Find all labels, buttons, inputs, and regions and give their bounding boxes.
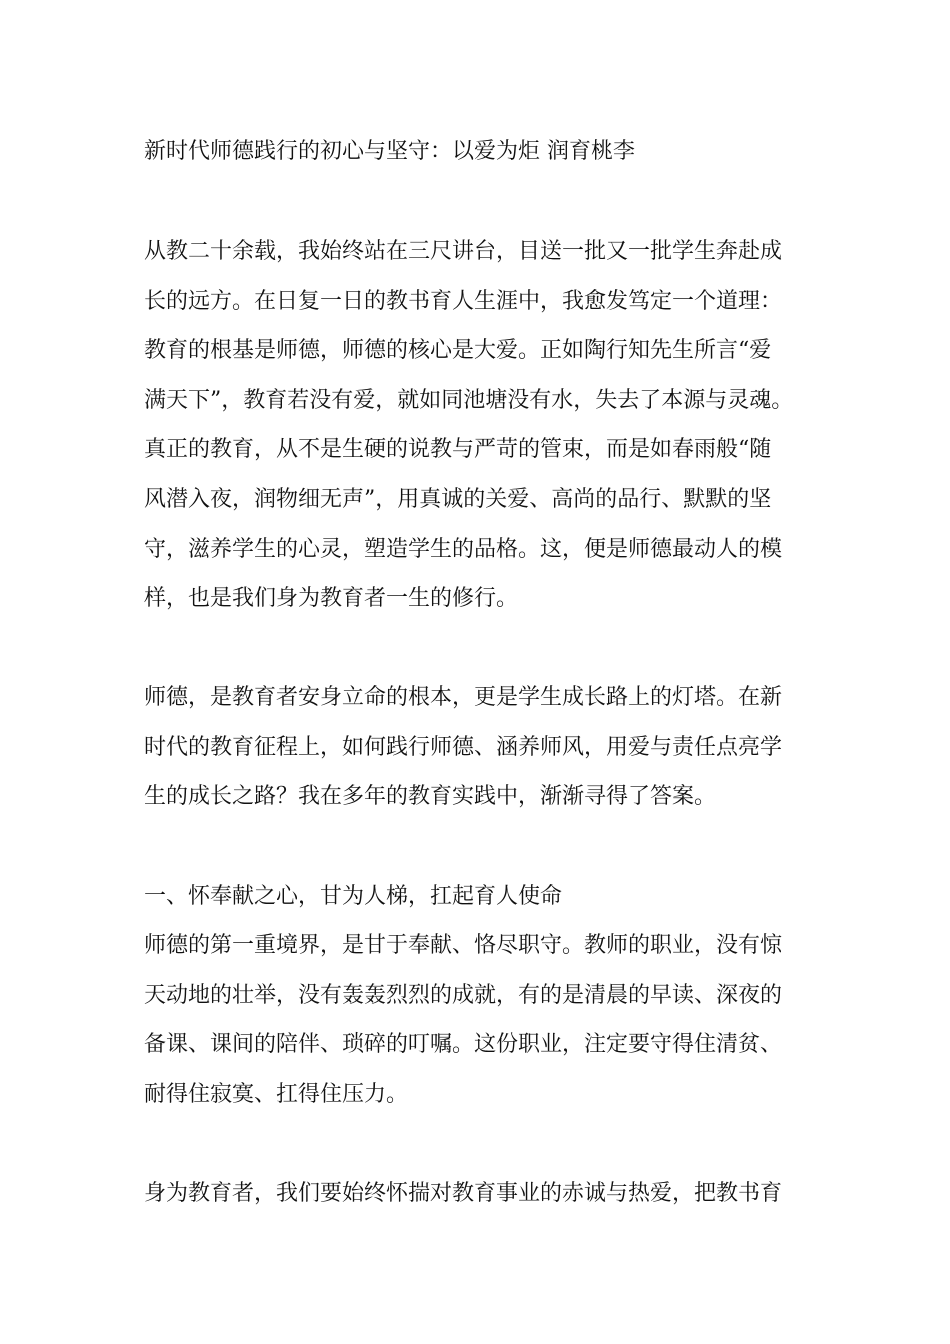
paragraph-line: 时代的教育征程上，如何践行师德、涵养师风，用爱与责任点亮学 [144, 735, 783, 760]
document-title: 新时代师德践行的初心与坚守：以爱为炬 润育桃李 [144, 139, 635, 164]
paragraph-line: 风潜入夜，润物细无声”，用真诚的关爱、高尚的品行、默默的坚 [144, 487, 772, 512]
paragraph-line: 耐得住寂寞、扛得住压力。 [144, 1082, 409, 1107]
paragraph-line: 师德，是教育者安身立命的根本，更是学生成长路上的灯塔。在新 [144, 685, 783, 710]
paragraph-line: 备课、课间的陪伴、琐碎的叮嘱。这份职业，注定要守得住清贫、 [144, 1032, 783, 1057]
paragraph-line: 满天下”，教育若没有爱，就如同池塘没有水，失去了本源与灵魂。 [144, 388, 794, 413]
section-heading: 一、怀奉献之心，甘为人梯，扛起育人使命 [144, 884, 563, 909]
paragraph-line: 守，滋养学生的心灵，塑造学生的品格。这，便是师德最动人的模 [144, 537, 783, 562]
paragraph-line: 生的成长之路？我在多年的教育实践中，渐渐寻得了答案。 [144, 784, 717, 809]
paragraph-line: 样，也是我们身为教育者一生的修行。 [144, 586, 519, 611]
paragraph-line: 师德的第一重境界，是甘于奉献、恪尽职守。教师的职业，没有惊 [144, 933, 783, 958]
paragraph-line: 天动地的壮举，没有轰轰烈烈的成就，有的是清晨的早读、深夜的 [144, 983, 783, 1008]
paragraph-line: 真正的教育，从不是生硬的说教与严苛的管束，而是如春雨般“随 [144, 437, 772, 462]
paragraph-line: 教育的根基是师德，师德的核心是大爱。正如陶行知先生所言“爱 [144, 338, 772, 363]
paragraph-line: 身为教育者，我们要始终怀揣对教育事业的赤诚与热爱，把教书育 [144, 1181, 783, 1206]
paragraph-line: 从教二十余载，我始终站在三尺讲台，目送一批又一批学生奔赴成 [144, 239, 783, 264]
paragraph-line: 长的远方。在日复一日的教书育人生涯中，我愈发笃定一个道理： [144, 289, 783, 314]
